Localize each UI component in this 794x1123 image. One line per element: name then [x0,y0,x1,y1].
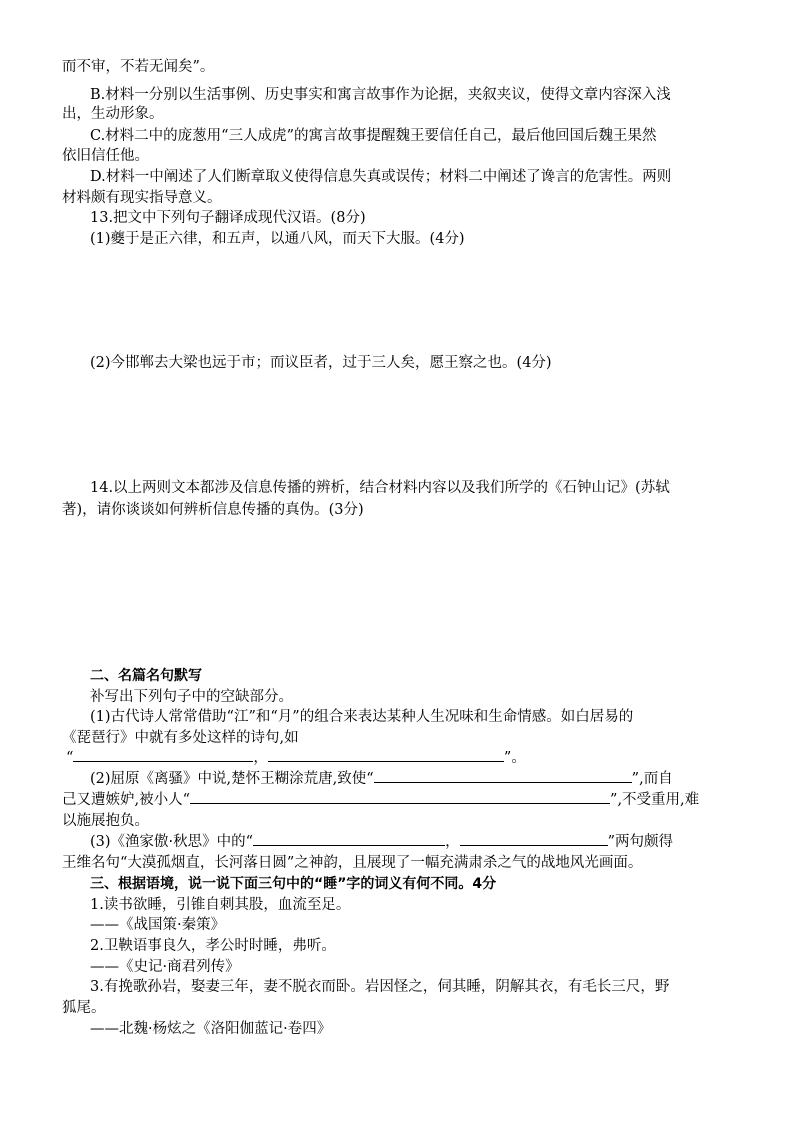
sentence-3-source: ——北魏·杨炫之《洛阳伽蓝记·卷四》 [90,1021,332,1037]
sentence-2: 2.卫鞅语事良久，孝公时时睡，弗听。 [90,938,336,954]
option-b: B.材料一分别以生活事例、历史事实和寓言故事作为论据，夹叙夹议，使得文章内容深入浅 [90,87,671,103]
sentence-3: 3.有挽歌孙岩，娶妻三年，妻不脱衣而卧。岩因怪之，伺其睡，阴解其衣，有毛长三尺，野 [90,979,670,995]
option-d: D.材料一中阐述了人们断章取义使得信息失真或误传；材料二中阐述了谗言的危害性。两则 [90,169,672,185]
answer-blank[interactable] [73,747,253,762]
section-2-title: 二、名篇名句默写 [90,668,202,684]
answer-blank[interactable] [460,831,608,846]
fill-3: (3)《渔家傲·秋思》中的“ ， ”两句颇得 [90,831,742,853]
question-13: 13.把文中下列句子翻译成现代汉语。(8分) [90,210,366,226]
option-c-cont: 依旧信任他。 [62,148,149,164]
fill-2: (2)屈原《离骚》中说,楚怀王糊涂荒唐,致使“ ”,而自 [90,768,742,790]
sentence-1-source: ——《战国策·秦策》 [90,917,226,933]
text-line: 而不审，不若无闻矣”。 [62,59,215,75]
answer-blank[interactable] [190,789,610,804]
option-d-cont: 材料颇有现实指导意义。 [62,190,222,206]
fill-2-cont: 己又遭嫉妒,被小人“ ”,不受重用,难 [62,789,742,811]
question-14: 14.以上两则文本都涉及信息传播的辨析，结合材料内容以及我们所学的《石钟山记》(苏轼 [90,480,670,496]
fill-2-end: 以施展抱负。 [62,813,149,829]
question-13-2: (2)今邯郸去大梁也远于市；而议臣者，过于三人矣，愿王察之也。(4分) [90,355,552,371]
sentence-2-source: ——《史记·商君列传》 [90,959,240,975]
question-13-1: (1)夔于是正六律，和五声，以通八风，而天下大服。(4分) [90,231,465,247]
sentence-3-cont: 狐尾。 [62,1000,106,1016]
answer-blank[interactable] [253,831,445,846]
fill-3-cont: 王维名句“大漠孤烟直，长河落日圆”之神韵，且展现了一幅充满肃杀之气的战地风光画面。 [62,855,643,871]
section-3-title: 三、根据语境，说一说下面三句中的“睡”字的词义有何不同。4分 [90,876,497,892]
question-14-cont: 著)，请你谈谈如何辨析信息传播的真伪。(3分) [62,502,364,518]
section-2-intro: 补写出下列句子中的空缺部分。 [90,689,293,705]
fill-1-blank-line: “ ， ”。 [62,747,742,769]
option-c: C.材料二中的庞葱用“三人成虎”的寓言故事提醒魏王要信任自己，最后他回国后魏王果然 [90,128,657,144]
answer-blank[interactable] [268,747,504,762]
fill-1-cont: 《琵琶行》中就有多处这样的诗句,如 [62,730,299,746]
fill-1: (1)古代诗人常常借助“江”和“月”的组合来表达某种人生况味和生命情感。如白居易的 [90,709,634,725]
option-b-cont: 出，生动形象。 [62,106,164,122]
answer-blank[interactable] [374,768,632,783]
sentence-1: 1.读书欲睡，引锥自刺其股，血流至足。 [90,897,351,913]
